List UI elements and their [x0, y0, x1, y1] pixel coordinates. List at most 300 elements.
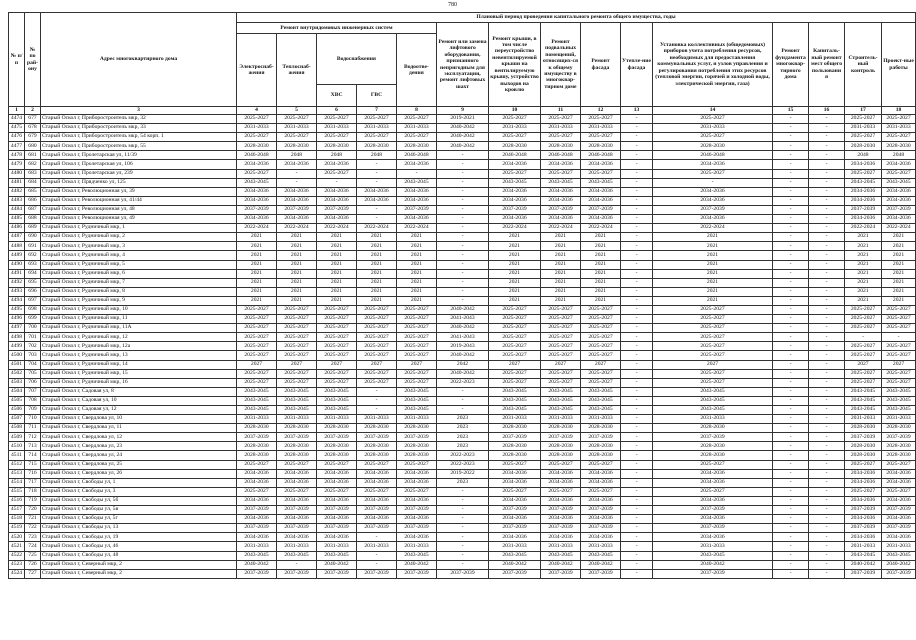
table-cell: 2037-2039 [277, 433, 317, 442]
table-cell: 2034-2036 [653, 478, 773, 487]
table-cell: 2025-2027 [541, 342, 581, 351]
table-cell: 4481 [9, 178, 25, 187]
address-cell: Старый Оскол г, Рудничный мкр, 12а [41, 342, 237, 351]
table-cell: 4492 [9, 278, 25, 287]
table-cell: 2021 [581, 278, 621, 287]
table-cell: - [621, 287, 653, 296]
table-cell: 698 [25, 305, 41, 314]
address-cell: Старый Оскол г, Садовая ул, 8 [41, 387, 237, 396]
table-cell: 2025-2027 [845, 487, 882, 496]
table-cell: - [437, 287, 489, 296]
address-cell: Старый Оскол г, Свободы ул, 3 [41, 487, 237, 496]
table-cell: 2034-2036 [397, 478, 437, 487]
table-cell: 2025-2027 [882, 487, 916, 496]
table-cell: - [773, 496, 809, 505]
table-cell: 2025-2027 [653, 115, 773, 124]
table-row [9, 369, 916, 378]
table-cell: - [621, 151, 653, 160]
table-cell: 2034-2036 [581, 478, 621, 487]
table-cell: 2034-2036 [237, 469, 277, 478]
table-cell: 2025-2027 [541, 169, 581, 178]
table-cell: 2021 [357, 260, 397, 269]
table-cell: - [773, 269, 809, 278]
table-cell: 4515 [9, 487, 25, 496]
header-facade: Ремонт фасада [581, 23, 621, 107]
table-cell: 2025-2027 [237, 133, 277, 142]
table-cell: 2025-2027 [581, 133, 621, 142]
table-row [9, 151, 916, 160]
table-cell: 2025-2027 [317, 342, 357, 351]
table-cell: 2023 [437, 478, 489, 487]
table-cell: 2028-2030 [581, 424, 621, 433]
table-cell: - [773, 406, 809, 415]
table-cell: 2025-2027 [397, 460, 437, 469]
table-cell: 679 [25, 133, 41, 142]
header-basement: Ремонт подвальных помещений, относящих-ся к общему имуществу в многоквар-тирном доме [541, 23, 581, 107]
table-cell: - [621, 533, 653, 542]
table-cell: 2025-2027 [357, 487, 397, 496]
table-cell: 2034-2036 [277, 196, 317, 205]
table-row [9, 169, 916, 178]
table-cell: - [809, 506, 845, 515]
table-cell: 2025-2027 [653, 342, 773, 351]
table-cell: 2028-2030 [277, 442, 317, 451]
table-cell: 2037-2039 [357, 524, 397, 533]
table-cell: 2022-2024 [397, 224, 437, 233]
table-cell: 2025-2027 [845, 369, 882, 378]
table-cell: - [437, 406, 489, 415]
table-cell: 2021 [237, 251, 277, 260]
table-cell: - [437, 233, 489, 242]
table-cell: 2021 [653, 251, 773, 260]
address-cell: Старый Оскол г, Рудничный мкр, 14 [41, 360, 237, 369]
table-cell: 694 [25, 269, 41, 278]
table-cell: 2031-2033 [357, 415, 397, 424]
column-number: 5 [277, 107, 317, 115]
table-cell: - [809, 451, 845, 460]
table-row [9, 406, 916, 415]
table-cell: 2031-2033 [882, 415, 916, 424]
table-cell: 2025-2027 [541, 315, 581, 324]
table-row [9, 260, 916, 269]
table-cell: 2034-2036 [541, 478, 581, 487]
table-cell: 2021 [489, 269, 541, 278]
table-cell: 2025-2027 [489, 351, 541, 360]
table-cell: 2021 [653, 287, 773, 296]
table-cell: 2034-2036 [845, 215, 882, 224]
table-cell: 2025-2027 [357, 324, 397, 333]
table-cell: 2023 [437, 433, 489, 442]
table-cell: 2034-2036 [845, 187, 882, 196]
table-cell: 2025-2027 [237, 460, 277, 469]
table-cell: 2031-2033 [357, 542, 397, 551]
table-cell: - [437, 296, 489, 305]
table-cell: - [437, 515, 489, 524]
table-cell: 2025-2027 [581, 333, 621, 342]
table-cell: 2028-2030 [581, 451, 621, 460]
table-cell: - [621, 224, 653, 233]
table-cell: 2043-2045 [397, 178, 437, 187]
table-cell: - [437, 169, 489, 178]
table-cell: 2034-2036 [845, 469, 882, 478]
table-cell: 2025-2027 [845, 169, 882, 178]
table-cell: 2034-2036 [489, 196, 541, 205]
table-cell: 2031-2033 [357, 124, 397, 133]
table-cell: 2031-2033 [397, 415, 437, 424]
table-cell: 2034-2036 [581, 187, 621, 196]
table-cell: 2021 [317, 287, 357, 296]
table-cell: 2034-2036 [277, 469, 317, 478]
table-cell: 2043-2045 [317, 396, 357, 405]
table-cell: - [773, 278, 809, 287]
table-cell: - [773, 215, 809, 224]
table-cell: 2037-2039 [581, 524, 621, 533]
address-cell: Старый Оскол г, Свердлова ул, 12 [41, 433, 237, 442]
table-cell: 2025-2027 [317, 315, 357, 324]
table-cell: 2027 [237, 360, 277, 369]
table-cell: 2031-2033 [237, 124, 277, 133]
table-row [9, 378, 916, 387]
table-cell: 2031-2033 [489, 124, 541, 133]
table-cell: - [437, 178, 489, 187]
table-cell: 678 [25, 124, 41, 133]
table-cell: 2025-2027 [317, 305, 357, 314]
table-cell: - [437, 496, 489, 505]
table-cell: 2025-2027 [882, 342, 916, 351]
table-cell: - [621, 442, 653, 451]
table-cell: 2025-2027 [845, 342, 882, 351]
table-cell: 2037-2039 [541, 205, 581, 214]
table-cell: 2021 [653, 233, 773, 242]
table-cell: 2025-2027 [489, 333, 541, 342]
table-cell: 711 [25, 424, 41, 433]
table-cell: 2037-2039 [237, 433, 277, 442]
table-row [9, 242, 916, 251]
table-cell: 2025-2027 [317, 324, 357, 333]
table-cell: 691 [25, 242, 41, 251]
table-cell: 2025-2027 [277, 133, 317, 142]
table-cell: 2037-2039 [882, 506, 916, 515]
table-cell: - [773, 142, 809, 151]
table-cell: 2025-2027 [653, 305, 773, 314]
table-cell: 721 [25, 515, 41, 524]
table-cell: 2037-2039 [845, 205, 882, 214]
table-cell: 2025-2027 [357, 305, 397, 314]
table-row [9, 296, 916, 305]
table-cell: 2021 [581, 260, 621, 269]
table-cell: 2034-2036 [277, 515, 317, 524]
table-cell: 2021 [357, 242, 397, 251]
table-cell: 2031-2033 [237, 542, 277, 551]
table-cell: 2028-2030 [845, 451, 882, 460]
table-cell: - [437, 560, 489, 569]
table-cell: - [809, 478, 845, 487]
table-cell: - [621, 178, 653, 187]
header-insulation: Утепле-ние фасада [621, 23, 653, 107]
table-cell: 2028-2030 [357, 451, 397, 460]
table-cell: 2022-2024 [845, 224, 882, 233]
table-cell: 2037-2039 [277, 569, 317, 578]
table-cell: 2037-2039 [845, 433, 882, 442]
table-cell: 2021 [237, 260, 277, 269]
header-heat: Теплоснаб-жения [277, 34, 317, 107]
table-cell: 2028-2030 [541, 451, 581, 460]
table-cell: 2034-2036 [653, 515, 773, 524]
table-cell: 2034-2036 [277, 187, 317, 196]
address-cell: Старый Оскол г, Свердлова ул, 24 [41, 451, 237, 460]
table-cell: 2034-2036 [489, 469, 541, 478]
table-cell: - [621, 242, 653, 251]
table-cell: 2025-2027 [317, 351, 357, 360]
table-cell: - [621, 251, 653, 260]
table-cell: 2025-2027 [541, 133, 581, 142]
table-cell: 2043-2045 [882, 178, 916, 187]
table-cell: 4506 [9, 406, 25, 415]
table-cell: - [437, 542, 489, 551]
table-cell: 2034-2036 [317, 187, 357, 196]
table-cell: 2025-2027 [397, 369, 437, 378]
table-cell: 718 [25, 487, 41, 496]
table-cell: 2043-2045 [653, 396, 773, 405]
table-cell: 2021 [237, 296, 277, 305]
table-cell: 2021 [357, 269, 397, 278]
address-cell: Старый Оскол г, Рудничный мкр, 5 [41, 260, 237, 269]
table-cell: 2037-2039 [317, 433, 357, 442]
table-cell: - [773, 333, 809, 342]
table-cell: - [621, 187, 653, 196]
table-cell: 2025-2027 [581, 342, 621, 351]
column-number: 10 [489, 107, 541, 115]
table-cell: 708 [25, 396, 41, 405]
table-cell: 2028-2030 [237, 424, 277, 433]
table-cell: - [437, 205, 489, 214]
table-cell: 2021 [277, 296, 317, 305]
table-cell: 2021 [489, 251, 541, 260]
table-cell: 2034-2036 [237, 187, 277, 196]
table-cell: - [773, 387, 809, 396]
table-cell: 4498 [9, 333, 25, 342]
table-cell: 2025-2027 [237, 342, 277, 351]
table-cell: 2034-2036 [237, 496, 277, 505]
table-cell: 4507 [9, 415, 25, 424]
table-cell: 2021 [541, 287, 581, 296]
table-cell: - [621, 487, 653, 496]
table-cell: 2043-2045 [397, 406, 437, 415]
table-row [9, 305, 916, 314]
address-cell: Старый Оскол г, Свободы ул, 5б [41, 496, 237, 505]
table-cell: - [809, 178, 845, 187]
table-cell: 693 [25, 260, 41, 269]
table-cell: 2037-2039 [541, 524, 581, 533]
table-cell: 2034-2036 [845, 196, 882, 205]
table-cell: 2025-2027 [882, 378, 916, 387]
table-cell: 2034-2036 [317, 478, 357, 487]
table-cell: 2031-2033 [277, 124, 317, 133]
table-cell: 2021 [541, 251, 581, 260]
table-cell: 2046-2048 [541, 151, 581, 160]
table-cell: 2037-2039 [882, 433, 916, 442]
table-cell: 2028-2030 [882, 142, 916, 151]
table-cell: 2040-2042 [653, 560, 773, 569]
table-cell: 2031-2033 [277, 542, 317, 551]
table-cell: 4479 [9, 160, 25, 169]
table-cell: - [845, 333, 882, 342]
table-cell: - [621, 260, 653, 269]
table-cell: - [882, 333, 916, 342]
column-number: 8 [397, 107, 437, 115]
table-cell: 2025-2027 [489, 115, 541, 124]
table-cell: 4483 [9, 196, 25, 205]
table-cell: 2025-2027 [397, 342, 437, 351]
table-cell: - [809, 342, 845, 351]
table-cell: 2023 [437, 424, 489, 433]
table-cell: - [809, 315, 845, 324]
table-cell: 2025-2027 [277, 333, 317, 342]
table-cell: 2025-2027 [541, 115, 581, 124]
table-cell: - [773, 560, 809, 569]
table-cell: 4500 [9, 351, 25, 360]
table-cell: 2034-2036 [317, 496, 357, 505]
table-cell: - [621, 433, 653, 442]
table-cell: 2021 [653, 242, 773, 251]
table-cell: 2034-2036 [489, 496, 541, 505]
table-cell: 4501 [9, 360, 25, 369]
table-cell: 2034-2036 [357, 187, 397, 196]
table-cell: 2034-2036 [357, 515, 397, 524]
table-cell: 4490 [9, 260, 25, 269]
table-cell: 2021 [357, 233, 397, 242]
table-cell: - [809, 224, 845, 233]
table-cell: 2025-2027 [882, 369, 916, 378]
table-cell: 2041-2043 [437, 333, 489, 342]
table-cell: 2025-2027 [541, 487, 581, 496]
table-cell: 4510 [9, 442, 25, 451]
table-cell: - [357, 215, 397, 224]
table-cell: 2034-2036 [653, 496, 773, 505]
table-cell: 2025-2027 [489, 315, 541, 324]
table-cell: 2021 [489, 296, 541, 305]
table-cell: 2031-2033 [845, 415, 882, 424]
table-cell: 2021 [541, 278, 581, 287]
table-cell: 724 [25, 542, 41, 551]
table-cell: 2025-2027 [357, 351, 397, 360]
table-cell: 2043-2045 [237, 178, 277, 187]
table-cell: 2043-2045 [653, 406, 773, 415]
table-cell: 717 [25, 478, 41, 487]
table-cell: - [809, 233, 845, 242]
table-cell: 2037-2039 [489, 433, 541, 442]
table-cell: 2025-2027 [237, 324, 277, 333]
table-cell: 2043-2045 [237, 396, 277, 405]
table-cell: 2043-2045 [653, 551, 773, 560]
table-cell: 2027 [489, 360, 541, 369]
address-cell: Старый Оскол г, Свердлова ул, 11 [41, 424, 237, 433]
table-cell: - [809, 396, 845, 405]
table-row [9, 278, 916, 287]
table-cell: 2025-2027 [653, 351, 773, 360]
table-cell: 2025-2027 [882, 169, 916, 178]
table-cell: 4485 [9, 215, 25, 224]
table-cell: - [773, 169, 809, 178]
table-cell: 720 [25, 506, 41, 515]
table-cell: 2034-2036 [237, 160, 277, 169]
table-row [9, 215, 916, 224]
table-cell: 2025-2027 [237, 351, 277, 360]
page-number: 780 [448, 2, 457, 8]
table-cell: 697 [25, 296, 41, 305]
table-cell: - [809, 287, 845, 296]
table-cell: 2021 [845, 278, 882, 287]
table-cell: - [317, 178, 357, 187]
table-cell: 2031-2033 [397, 124, 437, 133]
table-cell: 2028-2030 [357, 424, 397, 433]
table-cell: 683 [25, 169, 41, 178]
table-cell: 701 [25, 333, 41, 342]
table-cell: 2034-2036 [581, 515, 621, 524]
table-cell: - [809, 369, 845, 378]
table-row [9, 133, 916, 142]
table-cell: 2025-2027 [237, 378, 277, 387]
table-cell: - [773, 506, 809, 515]
table-cell: 2025-2027 [237, 487, 277, 496]
table-cell: 689 [25, 224, 41, 233]
table-cell: 2027 [882, 360, 916, 369]
table-cell: 2040-2042 [437, 351, 489, 360]
table-cell: 4474 [9, 115, 25, 124]
table-cell: 2037-2039 [397, 569, 437, 578]
table-cell: - [773, 360, 809, 369]
table-cell: 2034-2036 [541, 196, 581, 205]
table-cell: 2048 [317, 151, 357, 160]
table-cell: 2037-2039 [317, 205, 357, 214]
table-cell: - [773, 133, 809, 142]
table-cell: - [653, 178, 773, 187]
table-cell: 2034-2036 [882, 478, 916, 487]
address-cell: Старый Оскол г, Рудничный мкр, 9 [41, 296, 237, 305]
table-cell: 4522 [9, 551, 25, 560]
table-cell: 2043-2045 [237, 406, 277, 415]
table-cell: 2043-2045 [581, 551, 621, 560]
column-number: 15 [773, 107, 809, 115]
table-cell: 2040-2042 [437, 324, 489, 333]
table-cell: 2021 [277, 260, 317, 269]
table-cell: 2021 [317, 260, 357, 269]
table-cell: 2021 [397, 260, 437, 269]
table-row [9, 487, 916, 496]
table-cell: 2031-2033 [277, 415, 317, 424]
table-cell: 2034-2036 [489, 478, 541, 487]
table-cell: 2043-2045 [581, 387, 621, 396]
table-cell: - [773, 469, 809, 478]
table-cell: 2021 [653, 269, 773, 278]
table-cell: 2034-2036 [397, 196, 437, 205]
table-cell: 2034-2036 [397, 215, 437, 224]
table-cell: 2031-2033 [882, 542, 916, 551]
table-cell: - [357, 551, 397, 560]
table-cell: - [773, 433, 809, 442]
table-cell: 2034-2036 [237, 215, 277, 224]
table-row [9, 396, 916, 405]
table-cell: 2034-2036 [489, 215, 541, 224]
table-cell: 2048 [277, 151, 317, 160]
table-cell: 2025-2027 [489, 342, 541, 351]
table-cell: - [437, 260, 489, 269]
column-number: 18 [882, 107, 916, 115]
table-cell: - [621, 569, 653, 578]
table-cell: 2021 [397, 233, 437, 242]
address-cell: Старый Оскол г, Свободы ул, 5г [41, 515, 237, 524]
table-row [9, 478, 916, 487]
